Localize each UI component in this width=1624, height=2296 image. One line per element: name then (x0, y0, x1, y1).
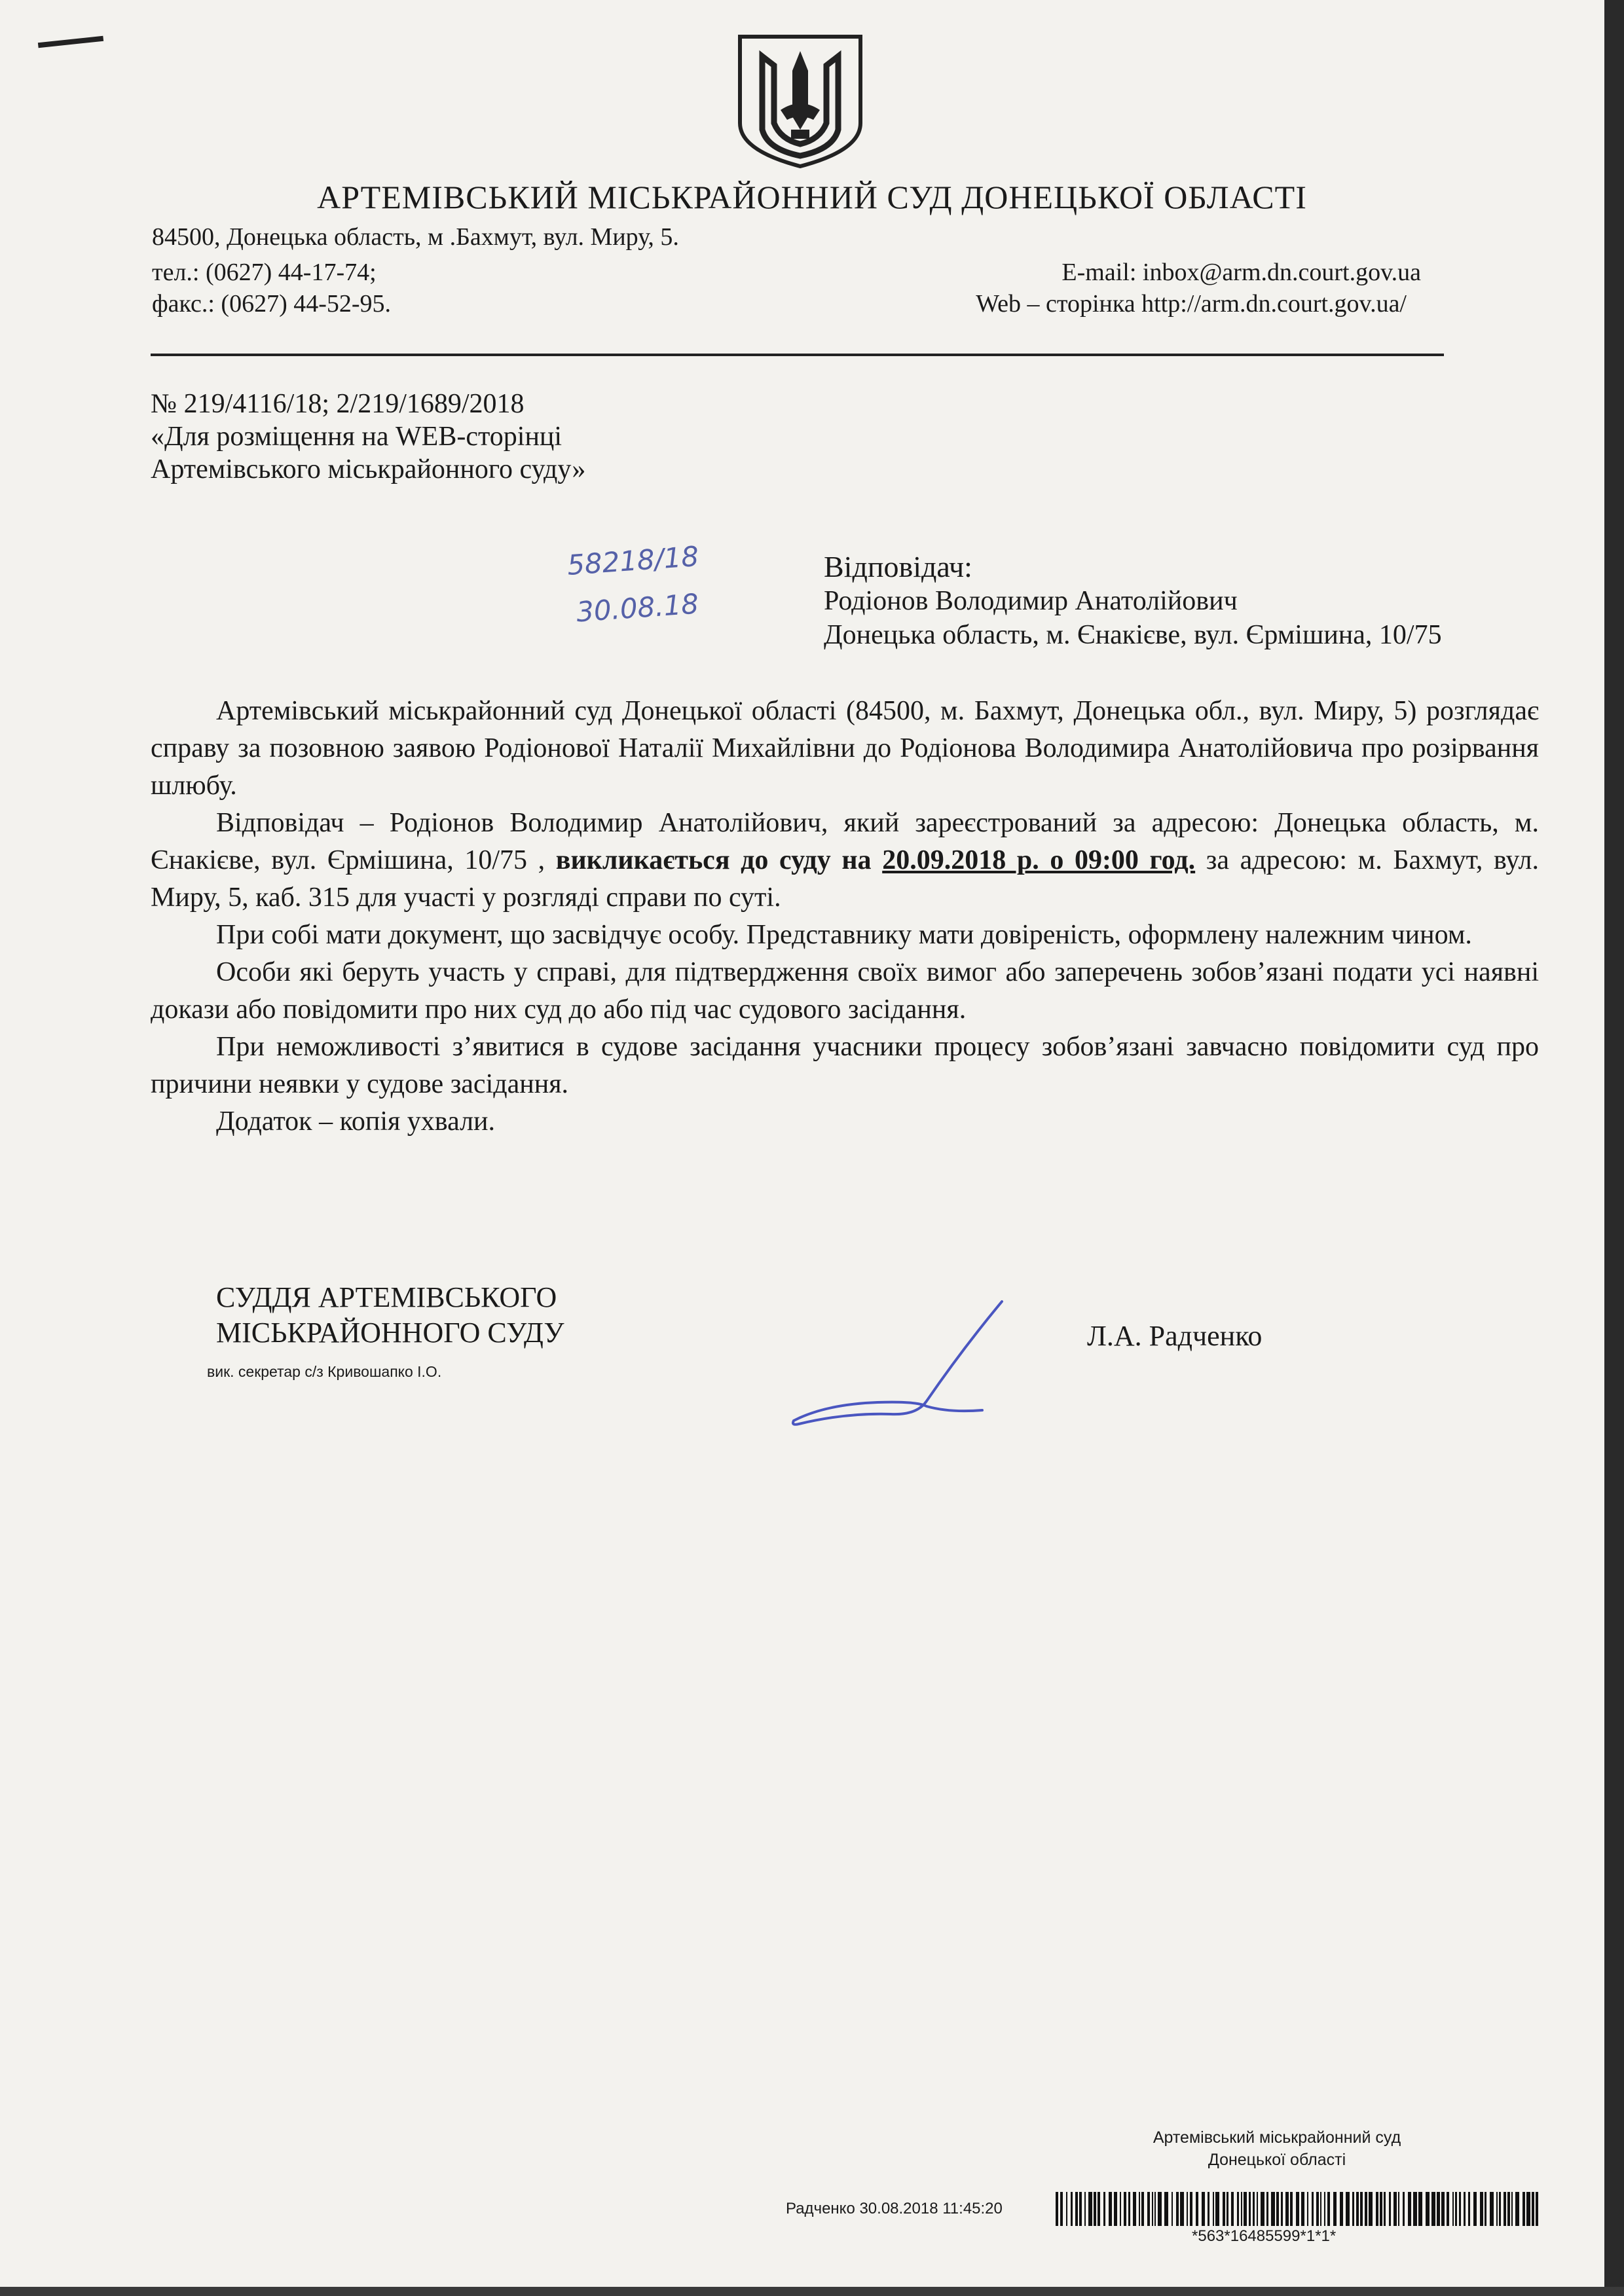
paragraph-case: Артемівський міськрайонний суд Донецької області (84500, м. Бахмут, Донецька обл., вул. Миру, 5) розглядає справу за позовною заявою Родіонової Наталії Михайлівни до Родіонова Володимира Анатолійовича про розірвання шлюбу. (151, 696, 1539, 801)
paragraph-summons (151, 805, 1539, 917)
court-web: Web – сторінка http://arm.dn.court.gov.ua/ (976, 290, 1407, 318)
coat-of-arms-icon (735, 31, 866, 170)
document-body (151, 693, 1539, 1140)
handwritten-date: 30.08.18 (575, 587, 700, 629)
summons-text-end: за адресою: м. Бахмут, вул. Миру, 5, каб. 315 для участі у розгляді справи по суті. (151, 845, 1540, 913)
hearing-date: 20.09.2018 р. о 09:00 год. (882, 845, 1196, 875)
court-email: E-mail: inbox@arm.dn.court.gov.ua (1061, 259, 1421, 286)
respondent-name: Родіонов Володимир Анатолійович (824, 586, 1238, 616)
case-number: № 219/4116/18; 2/219/1689/2018 (151, 389, 525, 419)
handwritten-number: 58218/18 (566, 540, 700, 581)
barcode-number: *563*16485599*1*1* (1192, 2227, 1337, 2245)
court-address: 84500, Донецька область, м .Бахмут, вул. Миру, 5. (152, 223, 679, 251)
header-divider (151, 354, 1444, 356)
respondent-block (824, 550, 1442, 652)
judge-title (216, 1280, 564, 1351)
publication-note-line2: Артемівського міськрайонного суду» (151, 454, 586, 484)
signature-icon (786, 1296, 1022, 1437)
summons-text-start: Відповідач – Родіонов Володимир Анатолійович, який зареєстрований за адресою: Донецька область, м. Єнакієве, вул. Єрмішина, 10/75 , (151, 808, 1539, 875)
registry-stamp (1153, 2126, 1401, 2171)
paragraph-absence: При неможливості з’явитися в судове засідання учасники процесу зобов’язані завчасно повідомити суд про причини неявки у судове засідання. (151, 1032, 1539, 1099)
stamp-court-line1: Артемівський міськрайонний суд (1153, 2128, 1401, 2147)
summons-bold: викликається до суду на (555, 845, 872, 875)
barcode-icon (1056, 2192, 1540, 2226)
scan-edge-bottom (0, 2287, 1624, 2296)
publication-note-line1: «Для розміщення на WEB-сторінці (151, 422, 563, 452)
paragraph-documents: При собі мати документ, що засвідчує особу. Представнику мати довіреність, оформлену належним чином. (216, 920, 1472, 950)
judge-title-line2: МІСЬКРАЙОННОГО СУДУ (216, 1317, 564, 1349)
stamp-court-line2: Донецької області (1208, 2151, 1346, 2169)
corner-mark (38, 36, 103, 48)
secretary-note: вик. секретар с/з Кривошапко І.О. (207, 1363, 442, 1380)
court-title: АРТЕМІВСЬКИЙ МІСЬКРАЙОННИЙ СУД ДОНЕЦЬКОЇ ОБЛАСТІ (317, 179, 1307, 215)
respondent-label: Відповідач: (824, 550, 972, 583)
judge-title-line1: СУДДЯ АРТЕМІВСЬКОГО (216, 1281, 557, 1313)
stamp-datetime: Радченко 30.08.2018 11:45:20 (786, 2200, 1003, 2217)
court-phone: тел.: (0627) 44-17-74; (152, 259, 377, 286)
court-fax: факс.: (0627) 44-52-95. (152, 290, 392, 318)
respondent-address: Донецька область, м. Єнакієве, вул. Єрмішина, 10/75 (824, 620, 1442, 650)
paragraph-attachment: Додаток – копія ухвали. (216, 1106, 496, 1137)
paragraph-evidence: Особи які беруть участь у справі, для підтвердження своїх вимог або заперечень зобов’язані подати усі наявні докази або повідомити про них суд до або під час судового засідання. (151, 957, 1539, 1025)
judge-name: Л.А. Радченко (1087, 1320, 1263, 1352)
reference-block (151, 388, 585, 486)
scan-edge (1604, 0, 1624, 2296)
